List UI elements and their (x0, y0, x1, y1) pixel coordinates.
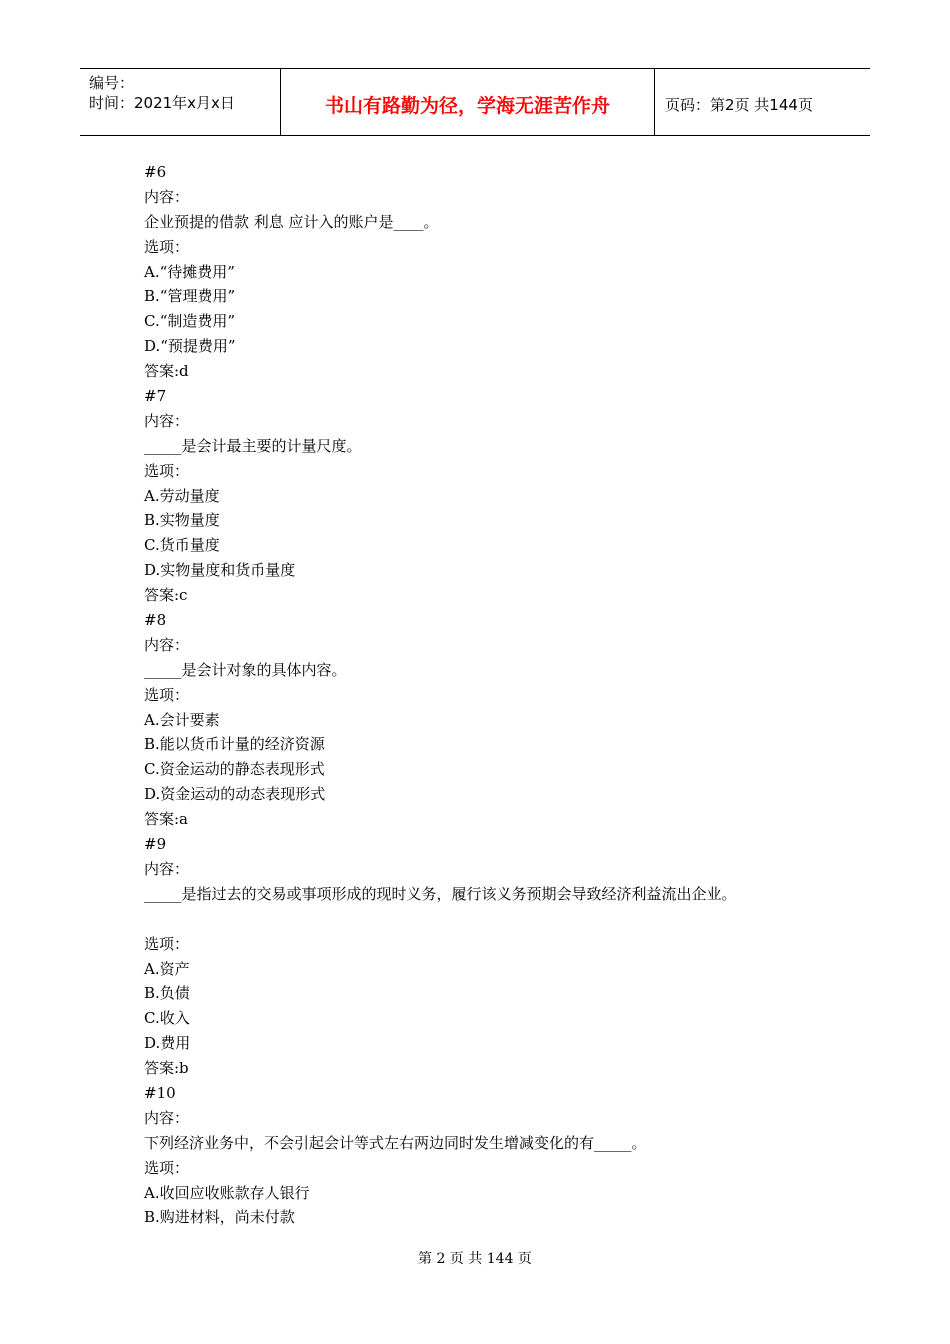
text-line: B.“管理费用” (144, 287, 236, 306)
text-line: A.“待摊费用” (144, 262, 235, 281)
text-line: #7 (144, 387, 167, 406)
text-line: A.资产 (144, 959, 190, 978)
document-number-label: 编号： (89, 74, 135, 92)
document-body (144, 160, 864, 1230)
text-line: C.收入 (144, 1009, 190, 1028)
text-line: _____是会计最主要的计量尺度。 (144, 436, 362, 455)
text-line: C.“制造费用” (144, 312, 236, 331)
text-line: 选项： (144, 461, 190, 480)
text-line: 答案:d (144, 362, 189, 381)
text-line: B.购进材料，尚未付款 (144, 1208, 295, 1227)
text-line: A.收回应收账款存人银行 (144, 1183, 310, 1202)
header-meta (80, 69, 281, 135)
text-line: 选项： (144, 237, 190, 256)
text-line: 内容： (144, 635, 190, 654)
text-line: #10 (144, 1083, 176, 1102)
text-line: C.货币量度 (144, 536, 220, 555)
text-line: B.负债 (144, 984, 190, 1003)
text-line: D.资金运动的动态表现形式 (144, 785, 326, 804)
text-line: D.费用 (144, 1034, 191, 1053)
header-page-info: 页码：第2页 共144页 (665, 95, 813, 114)
text-line: 内容： (144, 1108, 190, 1127)
text-line: 选项： (144, 1158, 190, 1177)
page-header (80, 68, 870, 136)
text-line: 企业预提的借款 利息 应计入的账户是____。 (144, 212, 439, 231)
page-footer: 第 2 页 共 144 页 (418, 1251, 532, 1267)
text-line (144, 907, 864, 932)
text-line: _____是指过去的交易或事项形成的现时义务，履行该义务预期会导致经济利益流出企业。 (144, 884, 737, 903)
text-line: 内容： (144, 859, 190, 878)
text-line: #6 (144, 163, 167, 181)
text-line: 答案:c (144, 586, 188, 605)
text-line: _____是会计对象的具体内容。 (144, 660, 347, 679)
text-line: B.能以货币计量的经济资源 (144, 735, 325, 754)
header-motto: 书山有路勤为径，学海无涯苦作舟 (281, 69, 655, 135)
document-date: 时间：2021年x月x日 (89, 94, 235, 112)
text-line: 答案:b (144, 1059, 189, 1078)
text-line: #8 (144, 611, 167, 630)
text-line: 内容： (144, 187, 190, 206)
text-line: 内容： (144, 411, 190, 430)
text-line: A.劳动量度 (144, 486, 220, 505)
text-line: 选项： (144, 934, 190, 953)
text-line: D.“预提费用” (144, 337, 236, 356)
text-line: 选项： (144, 685, 190, 704)
text-line: C.资金运动的静态表现形式 (144, 760, 325, 779)
text-line: B.实物量度 (144, 511, 220, 530)
text-line: #9 (144, 835, 167, 854)
text-line: 下列经济业务中，不会引起会计等式左右两边同时发生增减变化的有_____。 (144, 1133, 647, 1152)
text-line: D.实物量度和货币量度 (144, 561, 296, 580)
text-line: 答案:a (144, 810, 188, 829)
text-line: A.会计要素 (144, 710, 220, 729)
